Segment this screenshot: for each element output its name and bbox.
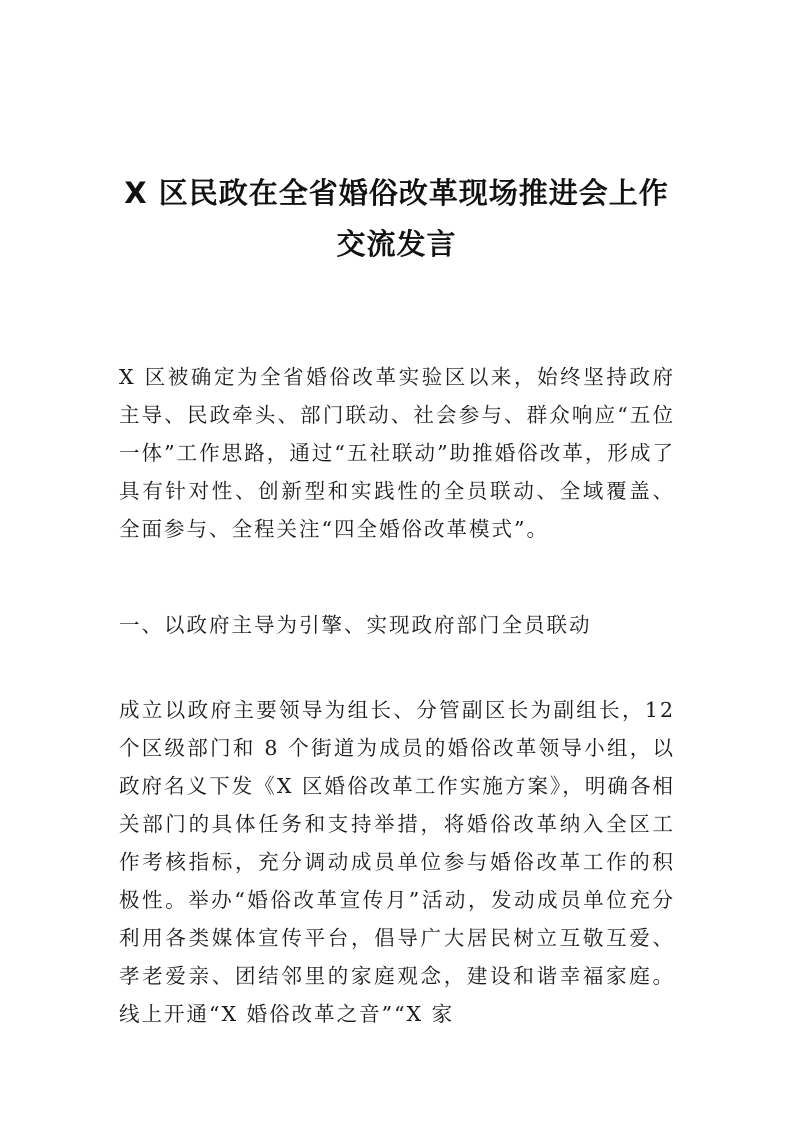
- section-1-paragraph: 成立以政府主要领导为组长、分管副区长为副组长，12 个区级部门和 8 个街道为成员的婚俗改革领导小组，以政府名义下发《X 区婚俗改革工作实施方案》，明确各相关部门的具体任务和支持举措，将婚俗改革纳入全区工作考核指标，充分调动成员单位参与婚俗改革工作的积极性。举办“婚俗改革宣传月”活动，发动成员单位充分利用各类媒体宣传平台，倡导广大居民树立互敬互爱、孝老爱亲、团结邻里的家庭观念，建设和谐幸福家庭。线上开通“X 婚俗改革之音”“X 家: [119, 698, 675, 1026]
- section-heading-1: 一、以政府主导为引擎、实现政府部门全员联动: [119, 613, 592, 637]
- intro-paragraph: X 区被确定为全省婚俗改革实验区以来，始终坚持政府主导、民政牵头、部门联动、社会参与、群众响应“五位一体”工作思路，通过“五社联动”助推婚俗改革，形成了具有针对性、创新型和实践性的全员联动、全域覆盖、全面参与、全程关注“四全婚俗改革模式”。: [119, 365, 675, 541]
- document-title: X 区民政在全省婚俗改革现场推进会上作交流发言: [124, 176, 669, 261]
